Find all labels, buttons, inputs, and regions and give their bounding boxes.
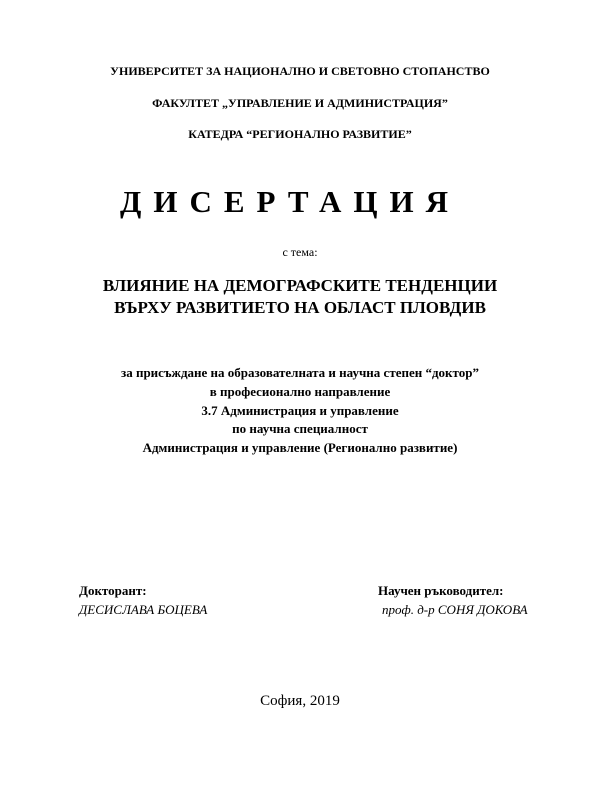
supervisor-label: Научен ръководител:	[378, 583, 504, 598]
doctorant-name: ДЕСИСЛАВА БОЦЕВА	[79, 602, 208, 617]
faculty-name: ФАКУЛТЕТ „УПРАВЛЕНИЕ И АДМИНИСТРАЦИЯ”	[152, 96, 448, 110]
topic-line-2: ВЪРХУ РАЗВИТИЕТО НА ОБЛАСТ ПЛОВДИВ	[114, 298, 486, 317]
specialty-line: Администрация и управление (Регионално развитие)	[142, 440, 458, 455]
topic-label: с тема:	[282, 245, 318, 259]
university-name: УНИВЕРСИТЕТ ЗА НАЦИОНАЛНО И СВЕТОВНО СТОПАНСТВО	[110, 64, 490, 78]
document-title: ДИСЕРТАЦИЯ	[120, 184, 460, 219]
degree-line: за присъждане на образователната и научна степен “доктор”	[120, 365, 479, 380]
field-line: 3.7 Администрация и управление	[201, 403, 399, 418]
field-label-line: в професионално направление	[209, 384, 391, 399]
department-name: КАТЕДРА “РЕГИОНАЛНО РАЗВИТИЕ”	[188, 127, 412, 141]
doctorant-label: Докторант:	[79, 583, 147, 598]
supervisor-name: проф. д-р СОНЯ ДОКОВА	[382, 602, 528, 617]
specialty-label-line: по научна специалност	[232, 421, 368, 436]
topic-line-1: ВЛИЯНИЕ НА ДЕМОГРАФСКИТЕ ТЕНДЕНЦИИ	[102, 276, 498, 295]
place-date: София, 2019	[260, 693, 340, 709]
